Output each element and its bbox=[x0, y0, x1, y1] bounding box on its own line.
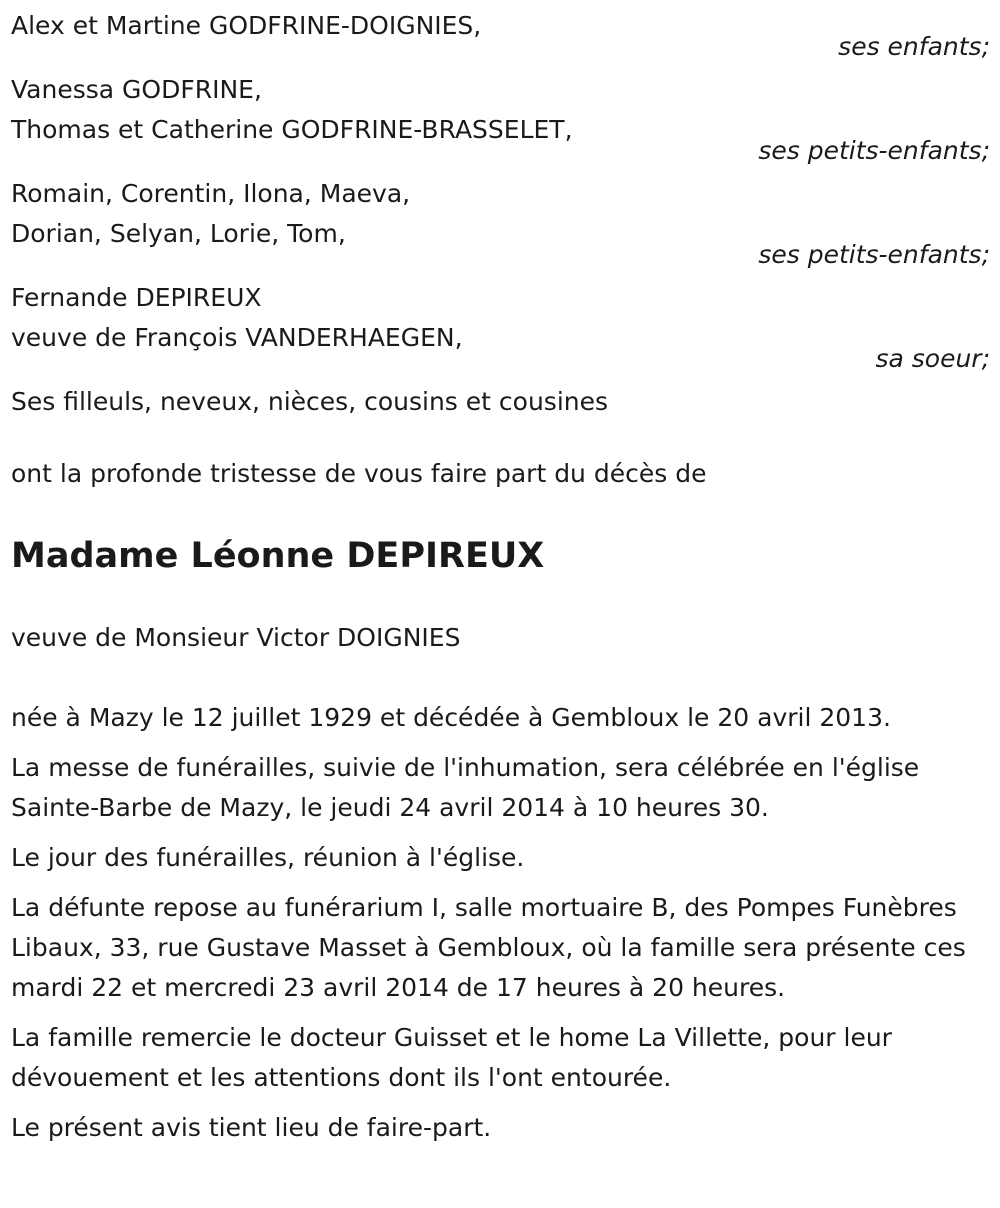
birth-death-info: née à Mazy le 12 juillet 1929 et décédée à Gembloux le 20 avril 2013. bbox=[11, 703, 891, 732]
funeral-day-info: Le jour des funérailles, réunion à l'église. bbox=[11, 843, 525, 872]
announcement-intro: ont la profonde tristesse de vous faire part du décès de bbox=[11, 459, 707, 488]
deceased-name: Madame Léonne DEPIREUX bbox=[11, 536, 545, 576]
family-role: ses petits-enfants; bbox=[758, 136, 990, 165]
funerarium-info: La défunte repose au funérarium I, salle mortuaire B, des Pompes Funèbres Libaux, 33, rue Gustave Masset à Gembloux, où la famille sera présente ces mardi 22 et mercredi 23 avril 2014 de 17 heures à 20 heures. bbox=[11, 893, 966, 1002]
family-role: sa soeur; bbox=[875, 344, 990, 373]
family-names-line: Alex et Martine GODFRINE-DOIGNIES, bbox=[11, 11, 482, 40]
family-names-line: Vanessa GODFRINE, bbox=[11, 75, 262, 104]
family-group-grandchildren bbox=[11, 70, 990, 165]
family-names-line: Dorian, Selyan, Lorie, Tom, bbox=[11, 219, 346, 248]
family-group-sister bbox=[11, 278, 990, 373]
other-relatives: Ses filleuls, neveux, nièces, cousins et cousines bbox=[11, 387, 609, 416]
notice-closing: Le présent avis tient lieu de faire-part. bbox=[11, 1113, 492, 1142]
family-group-children bbox=[11, 6, 990, 61]
acknowledgement: La famille remercie le docteur Guisset et le home La Villette, pour leur dévouement et les attentions dont ils l'ont entourée. bbox=[11, 1023, 892, 1092]
widow-of: veuve de Monsieur Victor DOIGNIES bbox=[11, 623, 461, 652]
family-names-line: veuve de François VANDERHAEGEN, bbox=[11, 323, 463, 352]
funeral-mass-info: La messe de funérailles, suivie de l'inhumation, sera célébrée en l'église Sainte-Barbe de Mazy, le jeudi 24 avril 2014 à 10 heures 30. bbox=[11, 753, 920, 822]
family-group-great-grandchildren bbox=[11, 174, 990, 269]
family-names-line: Romain, Corentin, Ilona, Maeva, bbox=[11, 179, 411, 208]
family-role: ses enfants; bbox=[838, 32, 990, 61]
family-names-line: Fernande DEPIREUX bbox=[11, 283, 262, 312]
family-role: ses petits-enfants; bbox=[758, 240, 990, 269]
family-names-line: Thomas et Catherine GODFRINE-BRASSELET, bbox=[11, 115, 573, 144]
